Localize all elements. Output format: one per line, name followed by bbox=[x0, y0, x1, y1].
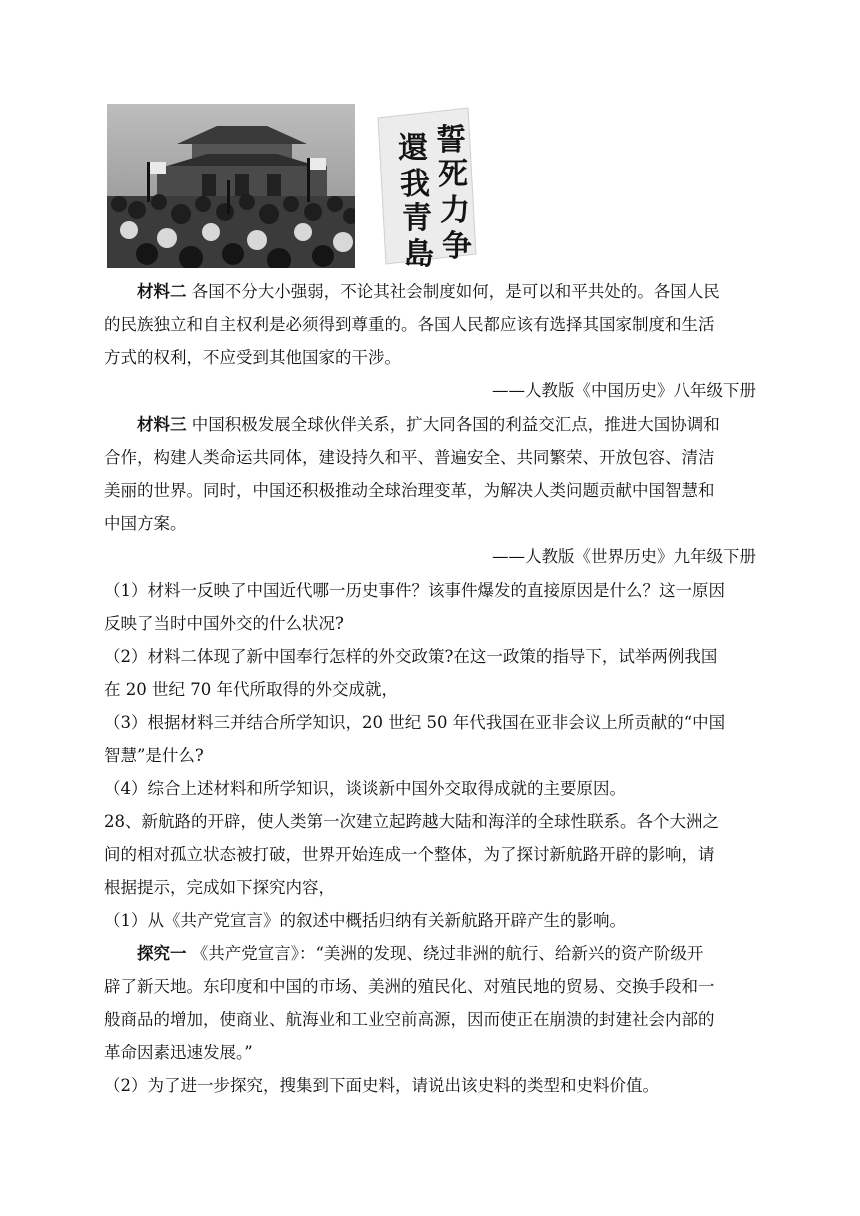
slogan-char: 死 bbox=[438, 157, 468, 192]
explore1-line bbox=[137, 943, 703, 965]
q28-line: 28、新航路的开辟，使人类第一次建立起跨越大陆和海洋的全球性联系。各个大洲之 bbox=[104, 812, 719, 831]
slogan-char: 島 bbox=[404, 237, 434, 268]
q28-question-2: （2）为了进一步探究，搜集到下面史料，请说出该史料的类型和史料价值。 bbox=[104, 1076, 659, 1095]
may-fourth-protest-photo bbox=[107, 104, 355, 268]
material2-text: 各国不分大小强弱，不论其社会制度如何，是可以和平共处的。各国人民 bbox=[191, 282, 720, 301]
protest-slogan-banner bbox=[364, 104, 480, 268]
slogan-char: 青 bbox=[402, 201, 432, 236]
material3-source: ——人教版《世界历史》九年级下册 bbox=[492, 547, 756, 566]
material2-line: 的民族独立和自主权利是必须得到尊重的。各国人民都应该有选择其国家制度和生活 bbox=[104, 315, 715, 334]
slogan-char: 争 bbox=[442, 229, 472, 264]
material3-line: 中国方案。 bbox=[104, 514, 187, 533]
material2-source: ——人教版《中国历史》八年级下册 bbox=[492, 381, 756, 400]
slogan-char: 還 bbox=[398, 131, 428, 166]
explore1-text: 《共产党宣言》：“美洲的发现、绕过非洲的航行、给新兴的资产阶级开 bbox=[191, 944, 704, 963]
material3-label: 材料三 bbox=[137, 415, 187, 434]
explore1-label: 探究一 bbox=[137, 944, 187, 963]
q28-line: 根据提示，完成如下探究内容， bbox=[104, 878, 335, 897]
slogan-char: 我 bbox=[400, 167, 430, 202]
q28-line: （1）从《共产党宣言》的叙述中概括归纳有关新航路开辟产生的影响。 bbox=[104, 911, 626, 930]
slogan-char: 誓 bbox=[436, 123, 466, 158]
slogan-char: 力 bbox=[440, 193, 470, 228]
material2-label: 材料二 bbox=[137, 282, 187, 301]
explore1-line: 革命因素迅速发展。” bbox=[104, 1043, 253, 1062]
material2-line: 方式的权利，不应受到其他国家的干涉。 bbox=[104, 348, 401, 367]
explore1-line: 般商品的增加，使商业、航海业和工业空前高源，因而使正在崩溃的封建社会内部的 bbox=[104, 1010, 715, 1029]
question-line: 在 20 世纪 70 年代所取得的外交成就， bbox=[104, 680, 398, 699]
material3-line: 合作，构建人类命运共同体，建设持久和平、普遍安全、共同繁荣、开放包容、清洁 bbox=[104, 448, 715, 467]
explore1-line: 辟了新天地。东印度和中国的市场、美洲的殖民化、对殖民地的贸易、交换手段和一 bbox=[104, 977, 715, 996]
question-line: （1）材料一反映了中国近代哪一历史事件？该事件爆发的直接原因是什么？这一原因 bbox=[104, 581, 725, 600]
question-line: （3）根据材料三并结合所学知识，20 世纪 50 年代我国在亚非会议上所贡献的“中国 bbox=[104, 713, 726, 732]
material2-line bbox=[137, 281, 720, 303]
question-line: 智慧”是什么? bbox=[104, 746, 204, 765]
material3-text: 中国积极发展全球伙伴关系，扩大同各国的利益交汇点，推进大国协调和 bbox=[191, 415, 720, 434]
question-line: （4）综合上述材料和所学知识，谈谈新中国外交取得成就的主要原因。 bbox=[104, 779, 626, 798]
question-line: （2）材料二体现了新中国奉行怎样的外交政策?在这一政策的指导下，试举两例我国 bbox=[104, 647, 718, 666]
q28-line: 间的相对孤立状态被打破，世界开始连成一个整体，为了探讨新航路开辟的影响，请 bbox=[104, 845, 715, 864]
question-line: 反映了当时中国外交的什么状况? bbox=[104, 614, 344, 633]
material3-line: 美丽的世界。同时，中国还积极推动全球治理变革，为解决人类问题贡献中国智慧和 bbox=[104, 481, 715, 500]
material3-line bbox=[137, 414, 720, 436]
